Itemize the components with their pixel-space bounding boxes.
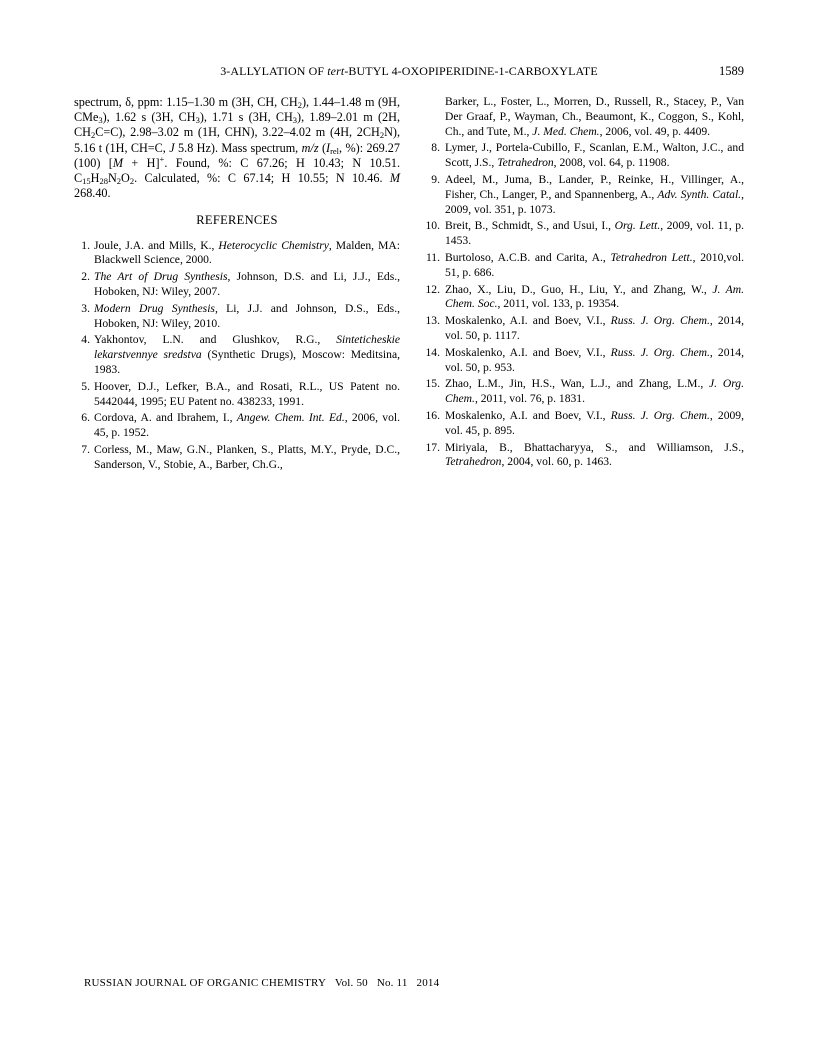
reference-item: 1. Joule, J.A. and Mills, K., Heterocyclic Chemistry, Malden, MA: Blackwell Science, 2000. [81, 238, 400, 267]
journal-volume: Vol. 50 [334, 977, 368, 989]
journal-year: 2014 [416, 977, 440, 989]
left-column [74, 95, 400, 475]
reference-item: 14. Moskalenko, A.I. and Boev, V.I., Russ. J. Org. Chem., 2014, vol. 50, p. 953. [425, 345, 744, 374]
reference-item: 7. Corless, M., Maw, G.N., Planken, S., Platts, M.Y., Pryde, D.C., Sanderson, V., Stobie, A., Barber, Ch.G., [81, 442, 400, 471]
reference-item: 2. The Art of Drug Synthesis, Johnson, D.S. and Li, J.J., Eds., Hoboken, NJ: Wiley, 2007. [81, 270, 401, 299]
journal-name: RUSSIAN JOURNAL OF ORGANIC CHEMISTRY [84, 977, 327, 989]
reference-item: 5. Hoover, D.J., Lefker, B.A., and Rosati, R.L., US Patent no. 5442044, 1995; EU Patent no. 438233, 1991. [81, 379, 400, 408]
reference-item: 17. Miriyala, B., Bhattacharyya, S., and Williamson, J.S., Tetrahedron, 2004, vol. 60, p. 1463. [425, 440, 744, 469]
reference-item: 8. Lymer, J., Portela-Cubillo, F., Scanlan, E.M., Walton, J.C., and Scott, J.S., Tetrahedron, 2008, vol. 64, p. 11908. [431, 141, 744, 170]
journal-footer [84, 977, 445, 989]
experimental-paragraph: spectrum, δ, ppm: 1.15–1.30 m (3H, CH, $CH_2$), 1.44–1.48 m (9H, CMe$_3$), 1.62 s (3H, $CH_3$), 1.71 s (3H, $CH_3$), 1.89–2.01 m (2H, $CH_2C=C$), 2.98–3.02 m (1H, CHN), 3.22–4.02 m (4H, $2CH_2N$), 5.16 t (1H, CH=C, J 5.8 Hz). Mass spectrum, m/z ($I_{rel}$, %): 269.27 (100) [M + H]+. Found, %: C 67.26; H 10.43; N 10.51. $C_{15}H_{28}N_2O_2$. Calculated, %: C 67.14; H 10.55; N 10.46. M 268.40. [74, 95, 400, 201]
running-title: 3-ALLYLATION OF tert-BUTYL 4-OXOPIPERIDINE-1-CARBOXYLATE [220, 64, 598, 78]
reference-continuation: Barker, L., Foster, L., Morren, D., Russell, R., Stacey, P., Van Der Graaf, P., Wayman, Ch., Beaumont, K., Coggon, S., Kohl, Ch., and Tute, M., J. Med. Chem., 2006, vol. 49, p. 4409. [445, 95, 744, 138]
reference-item: 16. Moskalenko, A.I. and Boev, V.I., Russ. J. Org. Chem., 2009, vol. 45, p. 895. [425, 408, 744, 437]
reference-item: 11. Burtoloso, A.C.B. and Carita, A., Tetrahedron Lett., 2010,vol. 51, p. 686. [425, 250, 745, 279]
references-heading: REFERENCES [196, 213, 278, 228]
reference-item: 13. Moskalenko, A.I. and Boev, V.I., Russ. J. Org. Chem., 2014, vol. 50, p. 1117. [425, 314, 744, 342]
reference-list-left [74, 239, 400, 473]
reference-item: 6. Cordova, A. and Ibrahem, I., Angew. Chem. Int. Ed., 2006, vol. 45, p. 1952. [81, 411, 400, 440]
reference-item: 9. Adeel, M., Juma, B., Lander, P., Reinke, H., Villinger, A., Fisher, Ch., Langer, P., and Spannenberg, A., Adv. Synth. Catal., 2009, vol. 351, p. 1073. [431, 172, 744, 216]
page-number: 1589 [719, 64, 744, 78]
reference-item: 10. Breit, B., Schmidt, S., and Usui, I., Org. Lett., 2009, vol. 11, p. 1453. [425, 219, 744, 248]
reference-item: 3. Modern Drug Synthesis, Li, J.J. and Johnson, D.S., Eds., Hoboken, NJ: Wiley, 2010. [81, 301, 400, 330]
right-column [424, 95, 744, 472]
reference-item: 4. Yakhontov, L.N. and Glushkov, R.G., Sinteticheskie lekarstvennye sredstva (Synthetic Drugs), Moscow: Meditsina, 1983. [81, 333, 400, 376]
journal-issue: No. 11 [376, 977, 408, 989]
running-head [74, 64, 744, 82]
reference-item: 15. Zhao, L.M., Jin, H.S., Wan, L.J., and Zhang, L.M., J. Org. Chem., 2011, vol. 76, p. 1831. [425, 377, 745, 406]
reference-list-right [424, 141, 744, 470]
reference-item: 12. Zhao, X., Liu, D., Guo, H., Liu, Y., and Zhang, W., J. Am. Chem. Soc., 2011, vol. 133, p. 19354. [425, 282, 744, 311]
